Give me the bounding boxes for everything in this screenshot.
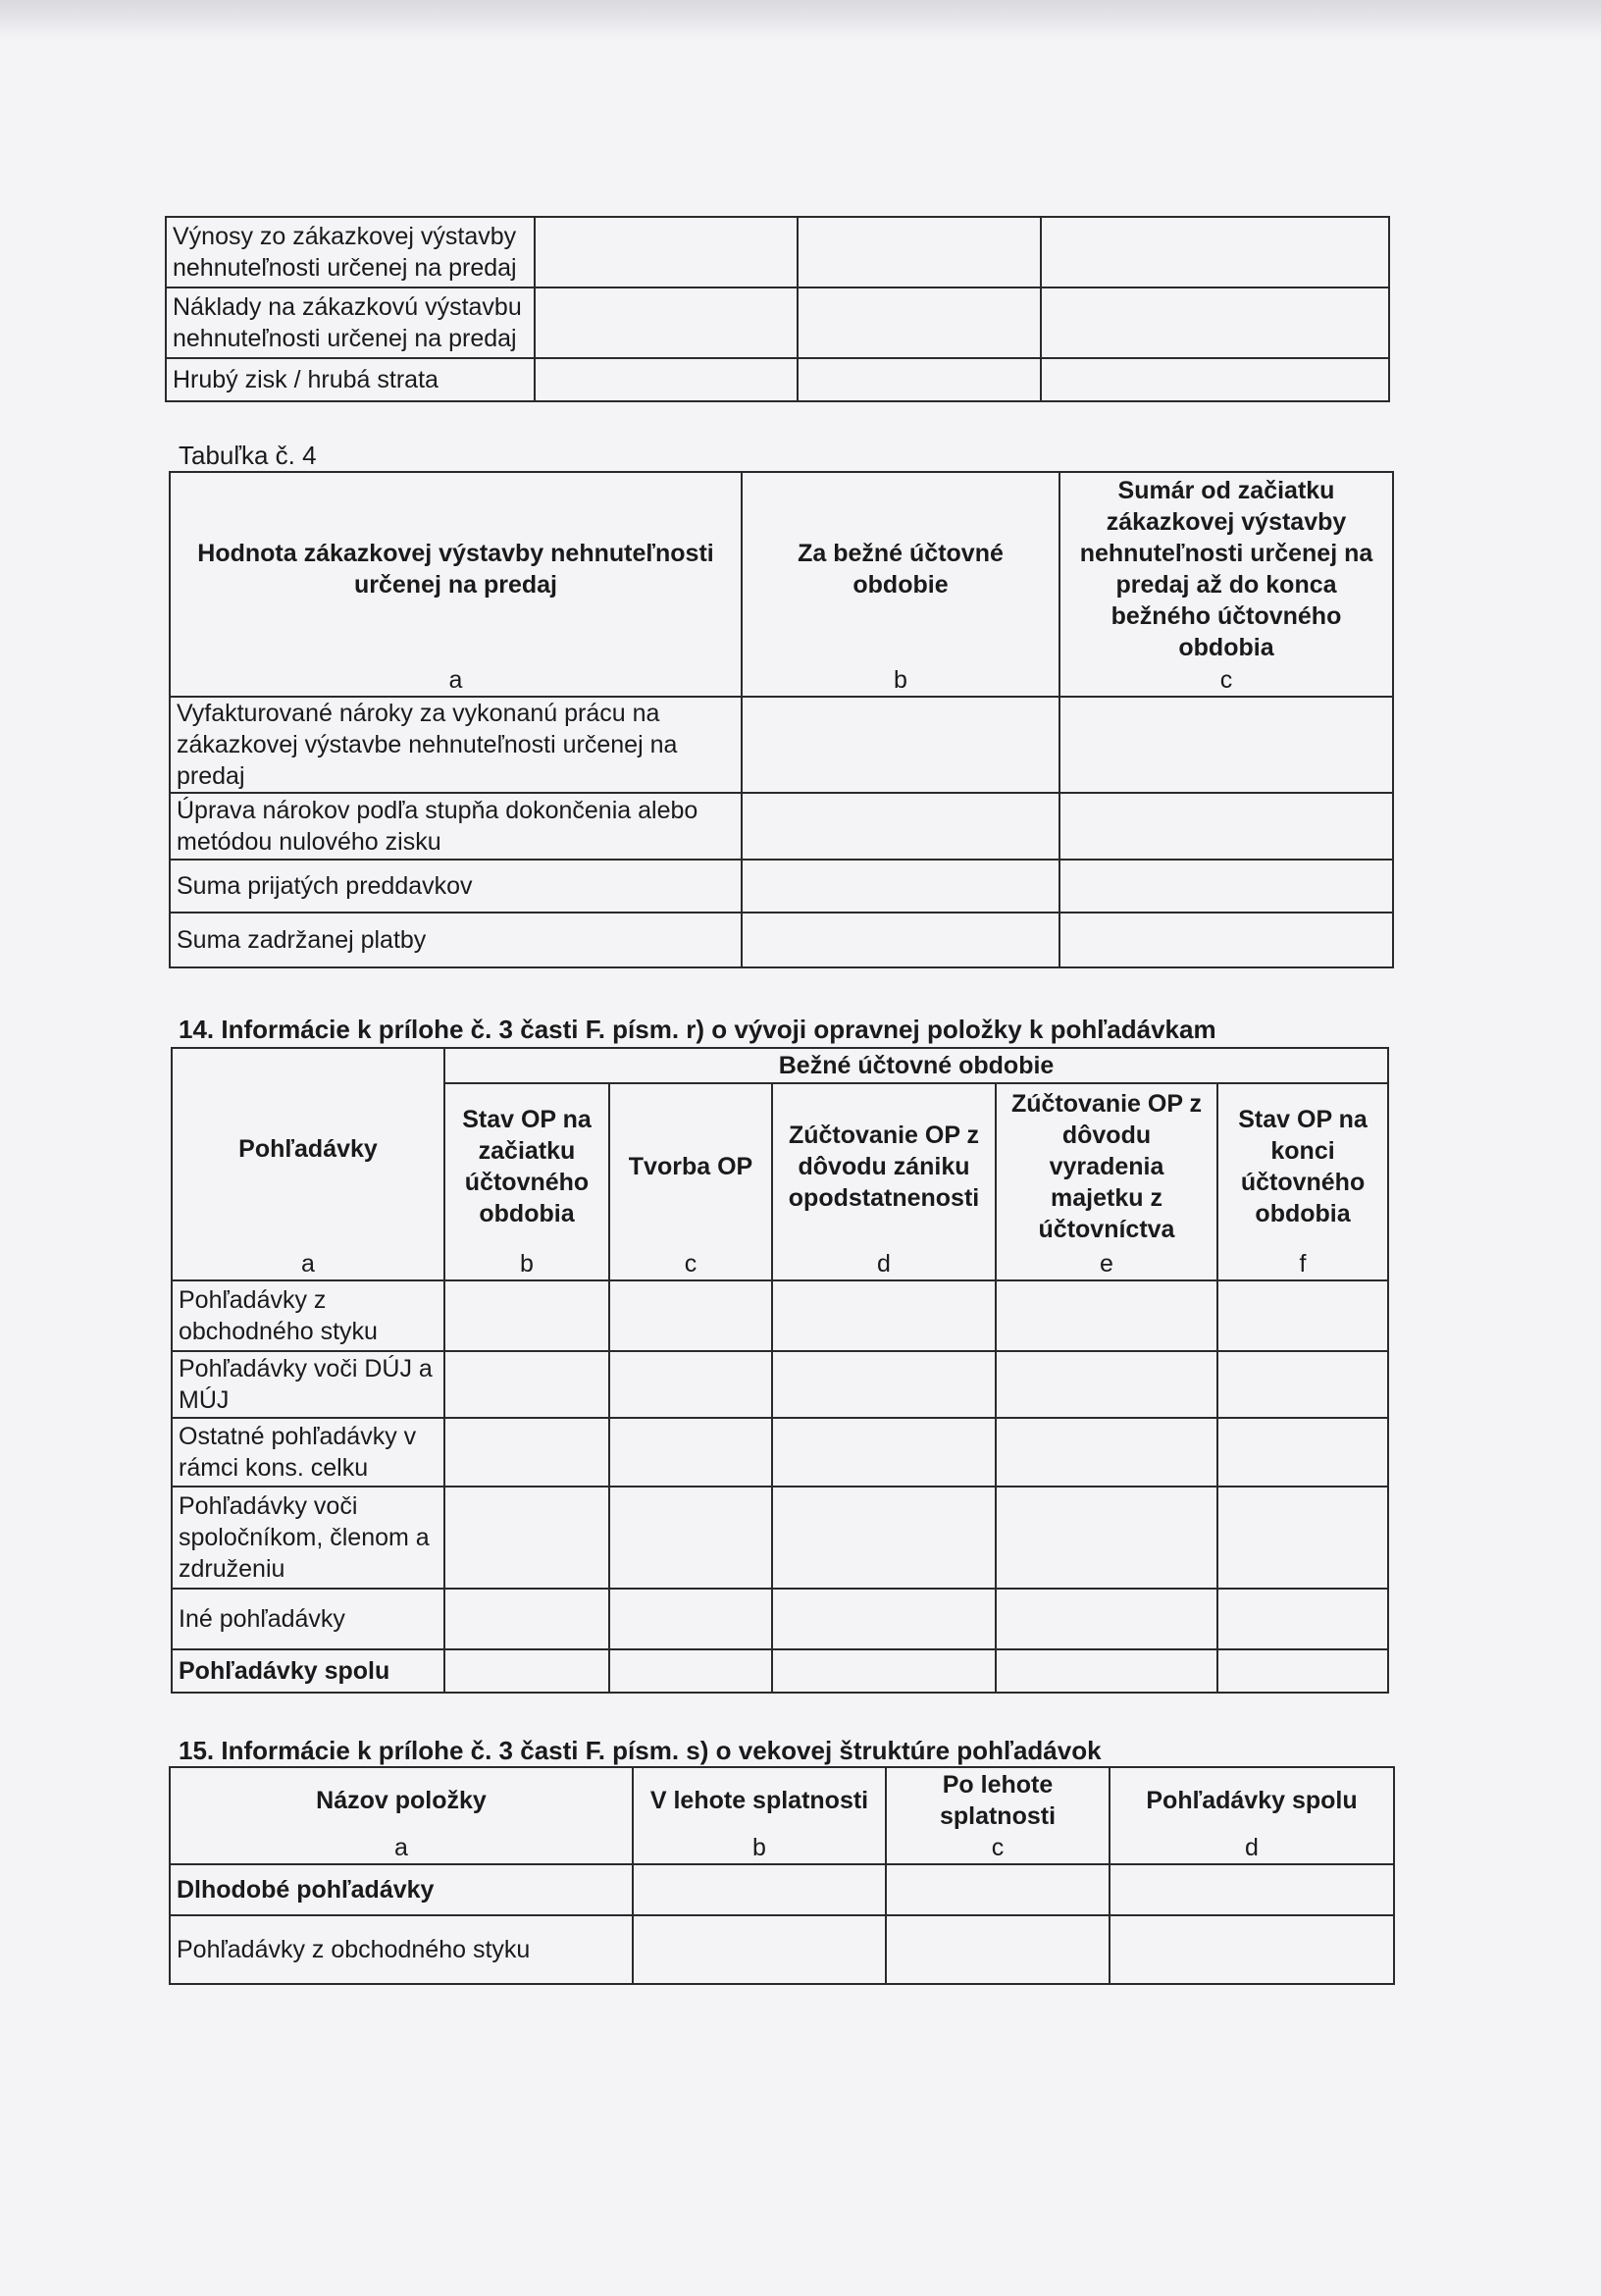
table-cell — [1059, 913, 1393, 967]
row-label: Ostatné pohľadávky v rámci kons. celku — [172, 1418, 444, 1487]
table-row — [166, 217, 1389, 287]
row-label: Pohľadávky voči DÚJ a MÚJ — [172, 1351, 444, 1418]
row-label: Vyfakturované nároky za vykonanú prácu na zákazkovej výstavbe nehnuteľnosti určenej na predaj — [170, 697, 742, 793]
row-label: Dlhodobé pohľadávky — [170, 1864, 633, 1915]
table-cell — [1110, 1864, 1394, 1915]
row-label: Iné pohľadávky — [172, 1589, 444, 1649]
table-cell — [609, 1649, 772, 1693]
section-14-table — [171, 1047, 1389, 1694]
column-header: Sumár od začiatku zákazkovej výstavby nehnuteľnosti určenej na predaj až do konca bežného účtovného obdobia — [1059, 472, 1393, 664]
column-letter: a — [170, 1832, 633, 1864]
table-cell — [772, 1351, 996, 1418]
table-4 — [169, 471, 1394, 968]
table-cell — [996, 1280, 1217, 1351]
table-cell — [1217, 1351, 1388, 1418]
table-cell — [1217, 1589, 1388, 1649]
row-label: Suma zadržanej platby — [170, 913, 742, 967]
table-cell — [886, 1915, 1110, 1984]
column-header: Názov položky — [170, 1767, 633, 1832]
table-cell — [633, 1915, 886, 1984]
table-row — [172, 1589, 1388, 1649]
table-row — [170, 1915, 1394, 1984]
table-cell — [742, 793, 1059, 860]
column-header: Stav OP na konci účtovného obdobia — [1217, 1083, 1388, 1248]
row-label: Hrubý zisk / hrubá strata — [166, 358, 535, 401]
table-row — [166, 358, 1389, 401]
column-letter: c — [886, 1832, 1110, 1864]
table-row — [172, 1418, 1388, 1487]
table-cell — [798, 217, 1041, 287]
table-row — [170, 913, 1393, 967]
table-cell — [996, 1418, 1217, 1487]
column-letter: b — [633, 1832, 886, 1864]
column-letter: b — [742, 664, 1059, 697]
table-cell — [1217, 1487, 1388, 1589]
table-row — [170, 793, 1393, 860]
table-cell — [798, 358, 1041, 401]
table-cell — [444, 1649, 609, 1693]
section-14-title: 14. Informácie k prílohe č. 3 časti F. písm. r) o vývoji opravnej položky k pohľadávkam — [179, 1015, 1216, 1044]
table-cell — [742, 913, 1059, 967]
table-cell — [886, 1864, 1110, 1915]
table-cell — [1217, 1280, 1388, 1351]
table-cell — [444, 1589, 609, 1649]
table-cell — [1217, 1649, 1388, 1693]
table-cell — [772, 1649, 996, 1693]
group-header: Bežné účtovné obdobie — [444, 1048, 1388, 1083]
table-cell — [742, 697, 1059, 793]
table-cell — [1041, 217, 1389, 287]
table-cell — [609, 1418, 772, 1487]
table-cell — [1059, 860, 1393, 913]
table-row — [172, 1487, 1388, 1589]
row-label: Pohľadávky z obchodného styku — [170, 1915, 633, 1984]
table-row — [170, 860, 1393, 913]
row-label: Náklady na zákazkovú výstavbu nehnuteľnosti určenej na predaj — [166, 287, 535, 358]
table-4-caption: Tabuľka č. 4 — [179, 441, 317, 470]
table-cell — [1041, 358, 1389, 401]
row-label: Výnosy zo zákazkovej výstavby nehnuteľnosti určenej na predaj — [166, 217, 535, 287]
table-cell — [772, 1487, 996, 1589]
table-cell — [996, 1589, 1217, 1649]
column-letter: f — [1217, 1248, 1388, 1280]
table-cell — [996, 1649, 1217, 1693]
table-row — [172, 1351, 1388, 1418]
table-cell — [996, 1487, 1217, 1589]
column-letter: d — [1110, 1832, 1394, 1864]
table-cell — [742, 860, 1059, 913]
row-label: Pohľadávky z obchodného styku — [172, 1280, 444, 1351]
column-letter: a — [170, 664, 742, 697]
table-cell — [609, 1351, 772, 1418]
table-cell — [535, 217, 798, 287]
table-cell — [535, 358, 798, 401]
table-cell — [1059, 793, 1393, 860]
table-cell — [798, 287, 1041, 358]
table-cell — [1217, 1418, 1388, 1487]
table-cell — [1059, 697, 1393, 793]
table-cell — [633, 1864, 886, 1915]
column-header: Pohľadávky spolu — [1110, 1767, 1394, 1832]
column-header: Pohľadávky — [172, 1048, 444, 1248]
column-letter: d — [772, 1248, 996, 1280]
column-header: Tvorba OP — [609, 1083, 772, 1248]
table-cell — [444, 1280, 609, 1351]
table-cell — [609, 1589, 772, 1649]
column-letter: e — [996, 1248, 1217, 1280]
table-cell — [996, 1351, 1217, 1418]
column-header: Zúčtovanie OP z dôvodu vyradenia majetku z účtovníctva — [996, 1083, 1217, 1248]
table-3 — [165, 216, 1390, 402]
column-letter: c — [1059, 664, 1393, 697]
section-15-table — [169, 1766, 1395, 1985]
scan-top-edge — [0, 0, 1601, 39]
table-cell — [772, 1280, 996, 1351]
column-header: Po lehote splatnosti — [886, 1767, 1110, 1832]
table-row — [172, 1649, 1388, 1693]
column-header: Zúčtovanie OP z dôvodu zániku opodstatnenosti — [772, 1083, 996, 1248]
table-cell — [1110, 1915, 1394, 1984]
row-label: Úprava nárokov podľa stupňa dokončenia alebo metódou nulového zisku — [170, 793, 742, 860]
table-row — [172, 1280, 1388, 1351]
table-row — [170, 1864, 1394, 1915]
row-label: Suma prijatých preddavkov — [170, 860, 742, 913]
column-letter: b — [444, 1248, 609, 1280]
row-label: Pohľadávky voči spoločníkom, členom a združeniu — [172, 1487, 444, 1589]
table-cell — [535, 287, 798, 358]
column-letter: c — [609, 1248, 772, 1280]
column-header: V lehote splatnosti — [633, 1767, 886, 1832]
table-row — [166, 287, 1389, 358]
table-cell — [609, 1487, 772, 1589]
column-header: Za bežné účtovné obdobie — [742, 472, 1059, 664]
row-label: Pohľadávky spolu — [172, 1649, 444, 1693]
column-header: Hodnota zákazkovej výstavby nehnuteľnosti určenej na predaj — [170, 472, 742, 664]
table-cell — [444, 1418, 609, 1487]
section-15-title: 15. Informácie k prílohe č. 3 časti F. písm. s) o vekovej štruktúre pohľadávok — [179, 1736, 1102, 1765]
table-cell — [772, 1589, 996, 1649]
table-cell — [772, 1418, 996, 1487]
table-cell — [444, 1351, 609, 1418]
table-cell — [609, 1280, 772, 1351]
table-row — [170, 697, 1393, 793]
table-cell — [444, 1487, 609, 1589]
column-header: Stav OP na začiatku účtovného obdobia — [444, 1083, 609, 1248]
column-letter: a — [172, 1248, 444, 1280]
table-cell — [1041, 287, 1389, 358]
